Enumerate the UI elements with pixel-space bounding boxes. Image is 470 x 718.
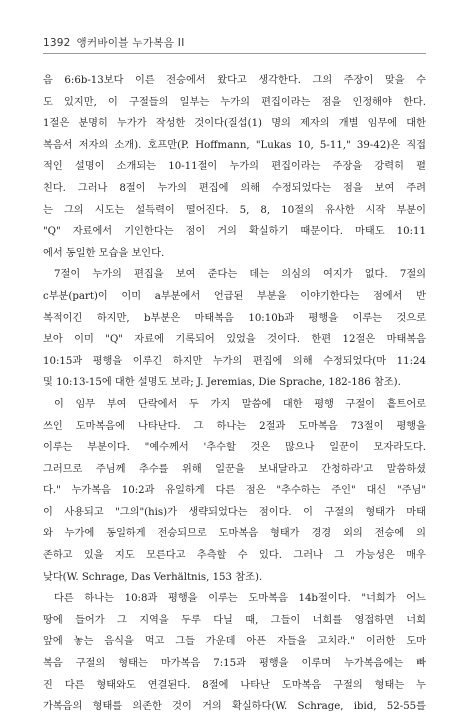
text-line: 음 6:6b-13보다 이른 전승에서 왔다고 생각한다. 그의 주장이 맞을 수: [43, 75, 426, 86]
text-line: 쓰인 도마복음에 나타난다. 그 하나는 2절과 도마복음 73절이 평행을: [43, 420, 426, 432]
text-line: 도 있지만, 이 구절들의 일부는 누가의 편집이라는 점을 인정해야 한다.: [43, 96, 426, 108]
text-line: c부분(part)이 이미 a부분에서 언급된 부분을 이야기한다는 점에서 반: [43, 290, 426, 302]
text-line: 앞에 놓는 음식을 먹고 그들 가운데 아픈 자들을 고치라." 이러한 도마: [43, 636, 426, 648]
text-line: 10:15과 평행을 이루긴 하지만 누가의 편집에 의해 수정되었다(마 11:24: [43, 355, 426, 367]
body-text: [43, 70, 426, 718]
text-line: 와 누가에 동일하게 전승되므로 도마복음 형태가 경경 외의 전승에 의: [43, 528, 426, 540]
text-line: 다른 하나는 10:8과 평행을 이루는 도마복음 14b절이다. "너희가 어느: [54, 593, 426, 605]
text-line: 친다. 그러나 8절이 누가의 편집에 의해 수정되었다는 점을 보여 주려: [43, 182, 426, 194]
text-line: 존하고 있을 지도 모른다고 추측할 수 있다. 그러나 그 가능성은 매우: [43, 550, 426, 562]
text-line: 7절이 누가의 편집을 보여 준다는 데는 의심의 여지가 없다. 7절의: [54, 269, 426, 281]
text-line: 및 10:13-15에 대한 설명도 보라; J. Jeremias, Die Sprache, 182-186 참조).: [43, 377, 401, 389]
text-line: 에서 동일한 모습을 보인다.: [43, 247, 165, 259]
text-line: 진 다른 형태와도 연결된다. 8절에 나타난 도마복음 구절의 형태는 누: [43, 679, 426, 691]
text-line: 낮다(W. Schrage, Das Verhältnis, 153 참조).: [43, 571, 263, 583]
text-line: 복음 구절의 형태는 마가복음 7:15과 평행을 이루며 누가복음에는 빠: [43, 658, 426, 670]
text-line: 이 사용되고 "그의"(his)가 생략되었다는 점이다. 이 구절의 형태가 마태: [43, 506, 426, 518]
text-line: 는 그의 시도는 설득력이 떨어진다. 5, 8, 10절의 유사한 시작 부분이: [43, 204, 426, 216]
header-divider: [43, 53, 426, 54]
text-line: "Q" 자료에서 기인한다는 점이 거의 확실하기 때문이다. 마태도 10:11: [43, 226, 426, 238]
text-line: 복음서 저자의 소개). 호프만(P. Hoffmann, "Lukas 10, 5-11," 39-42)은 직접: [43, 139, 426, 151]
text-line: 복적이긴 하지만, b부분은 마태복음 10:10b과 평행을 이루는 것으로: [43, 312, 426, 324]
running-header: [43, 33, 426, 53]
text-line: 이루는 부분이다. "예수께서 '추수할 것은 많으나 일꾼이 모자라도다.: [43, 442, 426, 454]
page-number: 1392: [43, 37, 71, 49]
text-line: 1절은 분명히 누가가 작성한 것이다(질섭(1) 명의 제자의 개별 임무에 대한: [43, 118, 426, 130]
text-line: 그러므로 주님께 추수를 위해 일꾼을 보내달라고 간청하라'고 말씀하셨: [43, 463, 426, 475]
text-line: 가복음의 형태를 의존한 것이 거의 확실하다(W. Schrage, ibid, 52-55를: [43, 701, 426, 713]
text-line: 다." 누가복음 10:2과 유일하게 다른 점은 "추수하는 주인" 대신 "주님": [43, 485, 426, 497]
book-title: 앵커바이블 누가복음 II: [76, 37, 185, 49]
text-line: 이 임무 부여 단락에서 두 가지 말씀에 대한 평행 구절이 흩트어로: [54, 398, 426, 410]
text-line: 적인 설명이 소개되는 10-11절이 누가의 편집이라는 주장을 강력히 펼: [43, 161, 426, 173]
text-line: 땅에 들어가 그 지역을 두루 다닐 때, 그들이 너희를 영접하면 너희: [43, 614, 426, 626]
text-line: 보아 이미 "Q" 자료에 기록되어 있었을 것이다. 한편 12절은 마태복음: [43, 334, 426, 346]
